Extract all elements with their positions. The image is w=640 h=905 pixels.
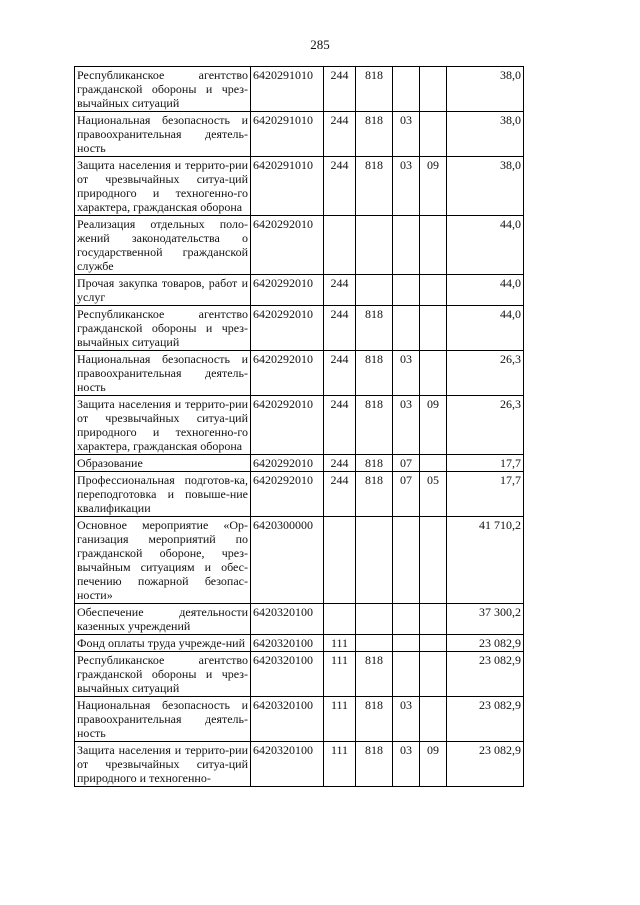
row-target-code-cell: 6420320100 — [251, 604, 324, 635]
row-name-cell: Республиканское агентство гражданской обороны и чрез-вычайных ситуаций — [75, 306, 251, 351]
row-section-cell — [393, 604, 420, 635]
row-amount-cell: 23 082,9 — [447, 697, 524, 742]
table-row — [75, 306, 524, 351]
table-row — [75, 635, 524, 652]
row-department-code-cell — [356, 517, 393, 604]
table-row — [75, 604, 524, 635]
row-amount-cell: 38,0 — [447, 157, 524, 216]
row-name-cell: Фонд оплаты труда учрежде-ний — [75, 635, 251, 652]
row-expense-type-cell — [324, 517, 356, 604]
row-amount-cell: 26,3 — [447, 396, 524, 455]
row-name-cell: Прочая закупка товаров, работ и услуг — [75, 275, 251, 306]
row-name-cell: Национальная безопасность и правоохранительная деятель-ность — [75, 112, 251, 157]
row-amount-cell: 37 300,2 — [447, 604, 524, 635]
row-section-cell: 03 — [393, 351, 420, 396]
row-expense-type-cell: 244 — [324, 157, 356, 216]
table-row — [75, 112, 524, 157]
row-expense-type-cell: 111 — [324, 635, 356, 652]
page-number: 285 — [310, 37, 330, 52]
row-section-cell — [393, 517, 420, 604]
row-name-cell: Реализация отдельных поло-жений законодательства о государственной гражданской службе — [75, 216, 251, 275]
row-expense-type-cell: 111 — [324, 697, 356, 742]
row-amount-cell: 17,7 — [447, 472, 524, 517]
row-department-code-cell: 818 — [356, 112, 393, 157]
row-target-code-cell: 6420320100 — [251, 697, 324, 742]
row-section-cell: 03 — [393, 157, 420, 216]
row-name-cell: Республиканское агентство гражданской обороны и чрез-вычайных ситуаций — [75, 67, 251, 112]
row-section-cell: 07 — [393, 472, 420, 517]
table-row — [75, 351, 524, 396]
row-amount-cell: 38,0 — [447, 67, 524, 112]
table-row — [75, 396, 524, 455]
row-expense-type-cell: 244 — [324, 455, 356, 472]
row-name-cell: Образование — [75, 455, 251, 472]
row-name-cell: Защита населения и террито-рии от чрезвычайных ситуа-ций природного и техногенно-го характера, гражданская оборона — [75, 396, 251, 455]
row-department-code-cell: 818 — [356, 697, 393, 742]
row-section-cell — [393, 275, 420, 306]
row-section-cell — [393, 652, 420, 697]
row-department-code-cell: 818 — [356, 742, 393, 787]
row-subsection-cell — [420, 604, 447, 635]
row-section-cell — [393, 67, 420, 112]
row-subsection-cell — [420, 112, 447, 157]
row-target-code-cell: 6420291010 — [251, 112, 324, 157]
row-amount-cell: 41 710,2 — [447, 517, 524, 604]
row-amount-cell: 38,0 — [447, 112, 524, 157]
row-name-cell: Защита населения и террито-рии от чрезвычайных ситуа-ций природного и техногенно- — [75, 742, 251, 787]
row-name-cell: Защита населения и террито-рии от чрезвычайных ситуа-ций природного и техногенно-го характера, гражданская оборона — [75, 157, 251, 216]
row-subsection-cell — [420, 455, 447, 472]
row-section-cell: 03 — [393, 697, 420, 742]
row-subsection-cell — [420, 306, 447, 351]
row-target-code-cell: 6420320100 — [251, 635, 324, 652]
row-subsection-cell: 09 — [420, 742, 447, 787]
row-amount-cell: 23 082,9 — [447, 652, 524, 697]
row-amount-cell: 23 082,9 — [447, 742, 524, 787]
row-department-code-cell: 818 — [356, 306, 393, 351]
row-target-code-cell: 6420292010 — [251, 472, 324, 517]
row-name-cell: Обеспечение деятельности казенных учреждений — [75, 604, 251, 635]
row-section-cell: 03 — [393, 112, 420, 157]
row-section-cell: 07 — [393, 455, 420, 472]
table-body — [75, 67, 524, 787]
table-row — [75, 742, 524, 787]
row-department-code-cell: 818 — [356, 652, 393, 697]
budget-table — [74, 66, 524, 787]
row-target-code-cell: 6420292010 — [251, 351, 324, 396]
row-target-code-cell: 6420320100 — [251, 742, 324, 787]
row-name-cell: Национальная безопасность и правоохранительная деятель-ность — [75, 697, 251, 742]
row-subsection-cell — [420, 67, 447, 112]
row-expense-type-cell — [324, 216, 356, 275]
row-target-code-cell: 6420300000 — [251, 517, 324, 604]
row-expense-type-cell: 244 — [324, 67, 356, 112]
row-target-code-cell: 6420292010 — [251, 216, 324, 275]
row-amount-cell: 44,0 — [447, 216, 524, 275]
table-row — [75, 455, 524, 472]
row-expense-type-cell: 244 — [324, 275, 356, 306]
row-target-code-cell: 6420292010 — [251, 275, 324, 306]
row-target-code-cell: 6420291010 — [251, 67, 324, 112]
table-row — [75, 652, 524, 697]
table-row — [75, 517, 524, 604]
row-expense-type-cell: 111 — [324, 742, 356, 787]
row-subsection-cell — [420, 216, 447, 275]
row-department-code-cell: 818 — [356, 157, 393, 216]
row-department-code-cell — [356, 635, 393, 652]
row-department-code-cell: 818 — [356, 472, 393, 517]
row-amount-cell: 23 082,9 — [447, 635, 524, 652]
row-expense-type-cell: 244 — [324, 472, 356, 517]
row-section-cell — [393, 635, 420, 652]
row-amount-cell: 44,0 — [447, 275, 524, 306]
row-amount-cell: 44,0 — [447, 306, 524, 351]
row-name-cell: Основное мероприятие «Ор-ганизация мероприятий по гражданской обороне, чрез-вычайным ситуациям и обес-печению пожарной безопас-ности» — [75, 517, 251, 604]
row-section-cell — [393, 216, 420, 275]
row-subsection-cell — [420, 275, 447, 306]
row-subsection-cell: 09 — [420, 396, 447, 455]
table-row — [75, 157, 524, 216]
row-department-code-cell — [356, 216, 393, 275]
row-department-code-cell — [356, 275, 393, 306]
row-section-cell: 03 — [393, 396, 420, 455]
table-row — [75, 275, 524, 306]
row-expense-type-cell — [324, 604, 356, 635]
row-department-code-cell: 818 — [356, 455, 393, 472]
row-subsection-cell: 05 — [420, 472, 447, 517]
row-expense-type-cell: 244 — [324, 306, 356, 351]
row-subsection-cell — [420, 635, 447, 652]
row-target-code-cell: 6420320100 — [251, 652, 324, 697]
table-row — [75, 472, 524, 517]
row-name-cell: Республиканское агентство гражданской обороны и чрез-вычайных ситуаций — [75, 652, 251, 697]
row-expense-type-cell: 111 — [324, 652, 356, 697]
row-department-code-cell: 818 — [356, 396, 393, 455]
table-row — [75, 67, 524, 112]
row-section-cell: 03 — [393, 742, 420, 787]
row-department-code-cell — [356, 604, 393, 635]
row-target-code-cell: 6420292010 — [251, 396, 324, 455]
row-target-code-cell: 6420292010 — [251, 455, 324, 472]
row-target-code-cell: 6420291010 — [251, 157, 324, 216]
row-department-code-cell: 818 — [356, 351, 393, 396]
row-subsection-cell — [420, 517, 447, 604]
row-subsection-cell: 09 — [420, 157, 447, 216]
row-name-cell: Профессиональная подготов-ка, переподготовка и повыше-ние квалификации — [75, 472, 251, 517]
row-amount-cell: 26,3 — [447, 351, 524, 396]
row-target-code-cell: 6420292010 — [251, 306, 324, 351]
row-subsection-cell — [420, 652, 447, 697]
row-expense-type-cell: 244 — [324, 112, 356, 157]
row-subsection-cell — [420, 351, 447, 396]
row-expense-type-cell: 244 — [324, 396, 356, 455]
row-amount-cell: 17,7 — [447, 455, 524, 472]
table-row — [75, 697, 524, 742]
row-subsection-cell — [420, 697, 447, 742]
row-department-code-cell: 818 — [356, 67, 393, 112]
row-name-cell: Национальная безопасность и правоохранительная деятель-ность — [75, 351, 251, 396]
table-row — [75, 216, 524, 275]
row-section-cell — [393, 306, 420, 351]
row-expense-type-cell: 244 — [324, 351, 356, 396]
